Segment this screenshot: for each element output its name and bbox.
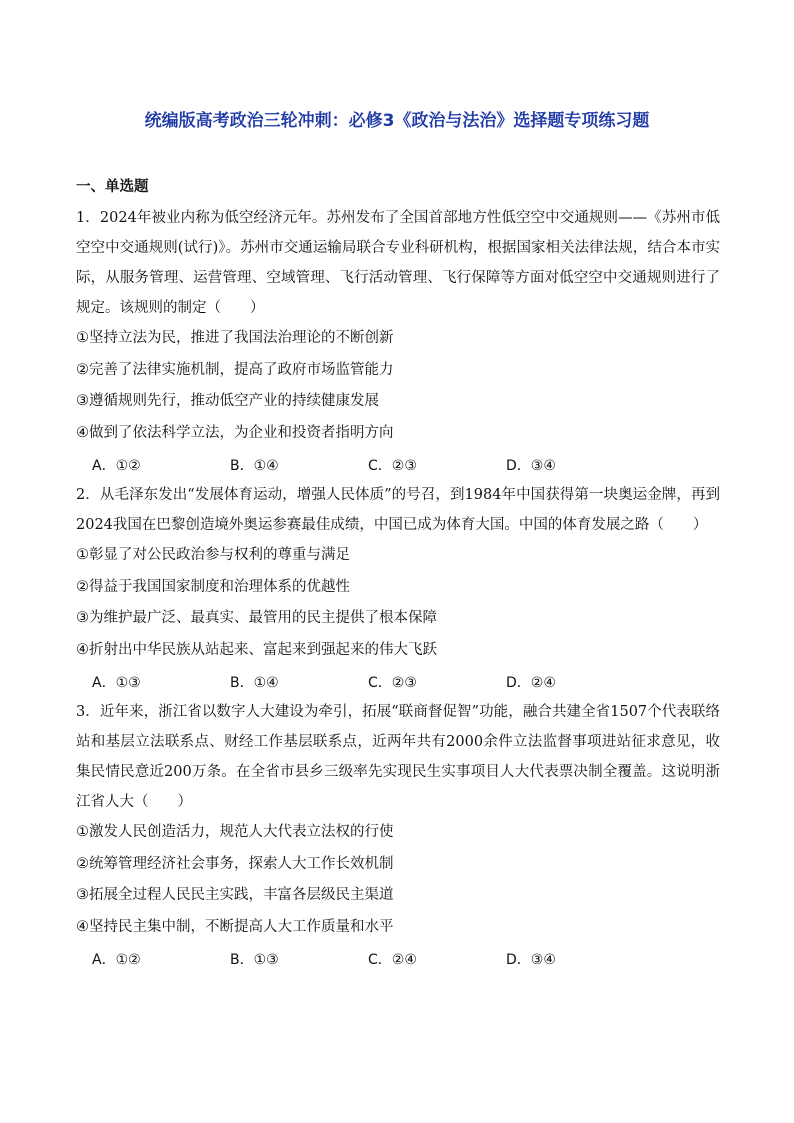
question-stem: 1．2024年被业内称为低空经济元年。苏州发布了全国首部地方性低空空中交通规则——《苏州市低空空中交通规则(试行)》。苏州市交通运输局联合专业科研机构，根据国家相关法律法规，结合本市实际，从服务管理、运营管理、空域管理、飞行活动管理、飞行保障等方面对低空空中交通规则进行了规定。该规则的制定（ ） — [76, 210, 720, 316]
choice-d: D．③④ — [506, 951, 556, 968]
choice-a: A．①② — [92, 457, 141, 474]
statement-option: ②完善了法律实施机制，提高了政府市场监管能力 — [76, 361, 394, 378]
question-stem: 2．从毛泽东发出“发展体育运动，增强人民体质”的号召，到1984年中国获得第一块奥运金牌，再到2024我国在巴黎创造境外奥运参赛最佳成绩，中国已成为体育大国。中国的体育发展之路（ ） — [76, 487, 720, 533]
statement-option: ④坚持民主集中制，不断提高人大工作质量和水平 — [76, 918, 394, 935]
statement-option: ③遵循规则先行，推动低空产业的持续健康发展 — [76, 393, 379, 409]
statement-option: ④做到了依法科学立法，为企业和投资者指明方向 — [76, 424, 394, 441]
question-stem: 3．近年来，浙江省以数字人大建设为牵引，拓展“联商督促智”功能，融合共建全省1507个代表联络站和基层立法联系点、财经工作基层联系点，近两年共有2000余件立法监督事项进站征求意见，收集民情民意近200万条。在全省市县乡三级率先实现民生实事项目人大代表票决制全覆盖。这说明浙江省人大（ ） — [76, 704, 720, 810]
answer-choices — [76, 943, 720, 974]
choice-c: C．②④ — [368, 951, 417, 968]
statement-option: ②统筹管理经济社会事务，探索人大工作长效机制 — [76, 855, 394, 872]
statement-option: ①彰显了对公民政治参与权利的尊重与满足 — [76, 547, 350, 563]
statement-option: ①激发人民创造活力，规范人大代表立法权的行使 — [76, 824, 394, 840]
question-1 — [76, 203, 720, 480]
choice-d: D．②④ — [506, 674, 556, 691]
answer-choices — [76, 449, 720, 480]
choice-d: D．③④ — [506, 457, 556, 474]
answer-choices — [76, 666, 720, 697]
statement-option: ③拓展全过程人民民主实践，丰富各层级民主渠道 — [76, 887, 394, 903]
question-3 — [76, 697, 720, 974]
choice-b: B．①③ — [230, 951, 279, 968]
section-heading: 一、单选题 — [76, 179, 149, 195]
statement-option: ④折射出中华民族从站起来、富起来到强起来的伟大飞跃 — [76, 641, 437, 658]
choice-a: A．①③ — [92, 674, 141, 691]
choice-b: B．①④ — [230, 457, 279, 474]
statement-option: ③为维护最广泛、最真实、最管用的民主提供了根本保障 — [76, 610, 437, 626]
question-list — [76, 203, 720, 974]
document-title: 统编版高考政治三轮冲刺：必修3《政治与法治》选择题专项练习题 — [144, 111, 650, 131]
choice-b: B．①④ — [230, 674, 279, 691]
choice-c: C．②③ — [368, 674, 417, 691]
statement-option: ①坚持立法为民，推进了我国法治理论的不断创新 — [76, 330, 394, 346]
statement-option: ②得益于我国国家制度和治理体系的优越性 — [76, 578, 350, 595]
choice-c: C．②③ — [368, 457, 417, 474]
choice-a: A．①② — [92, 951, 141, 968]
question-2 — [76, 480, 720, 697]
